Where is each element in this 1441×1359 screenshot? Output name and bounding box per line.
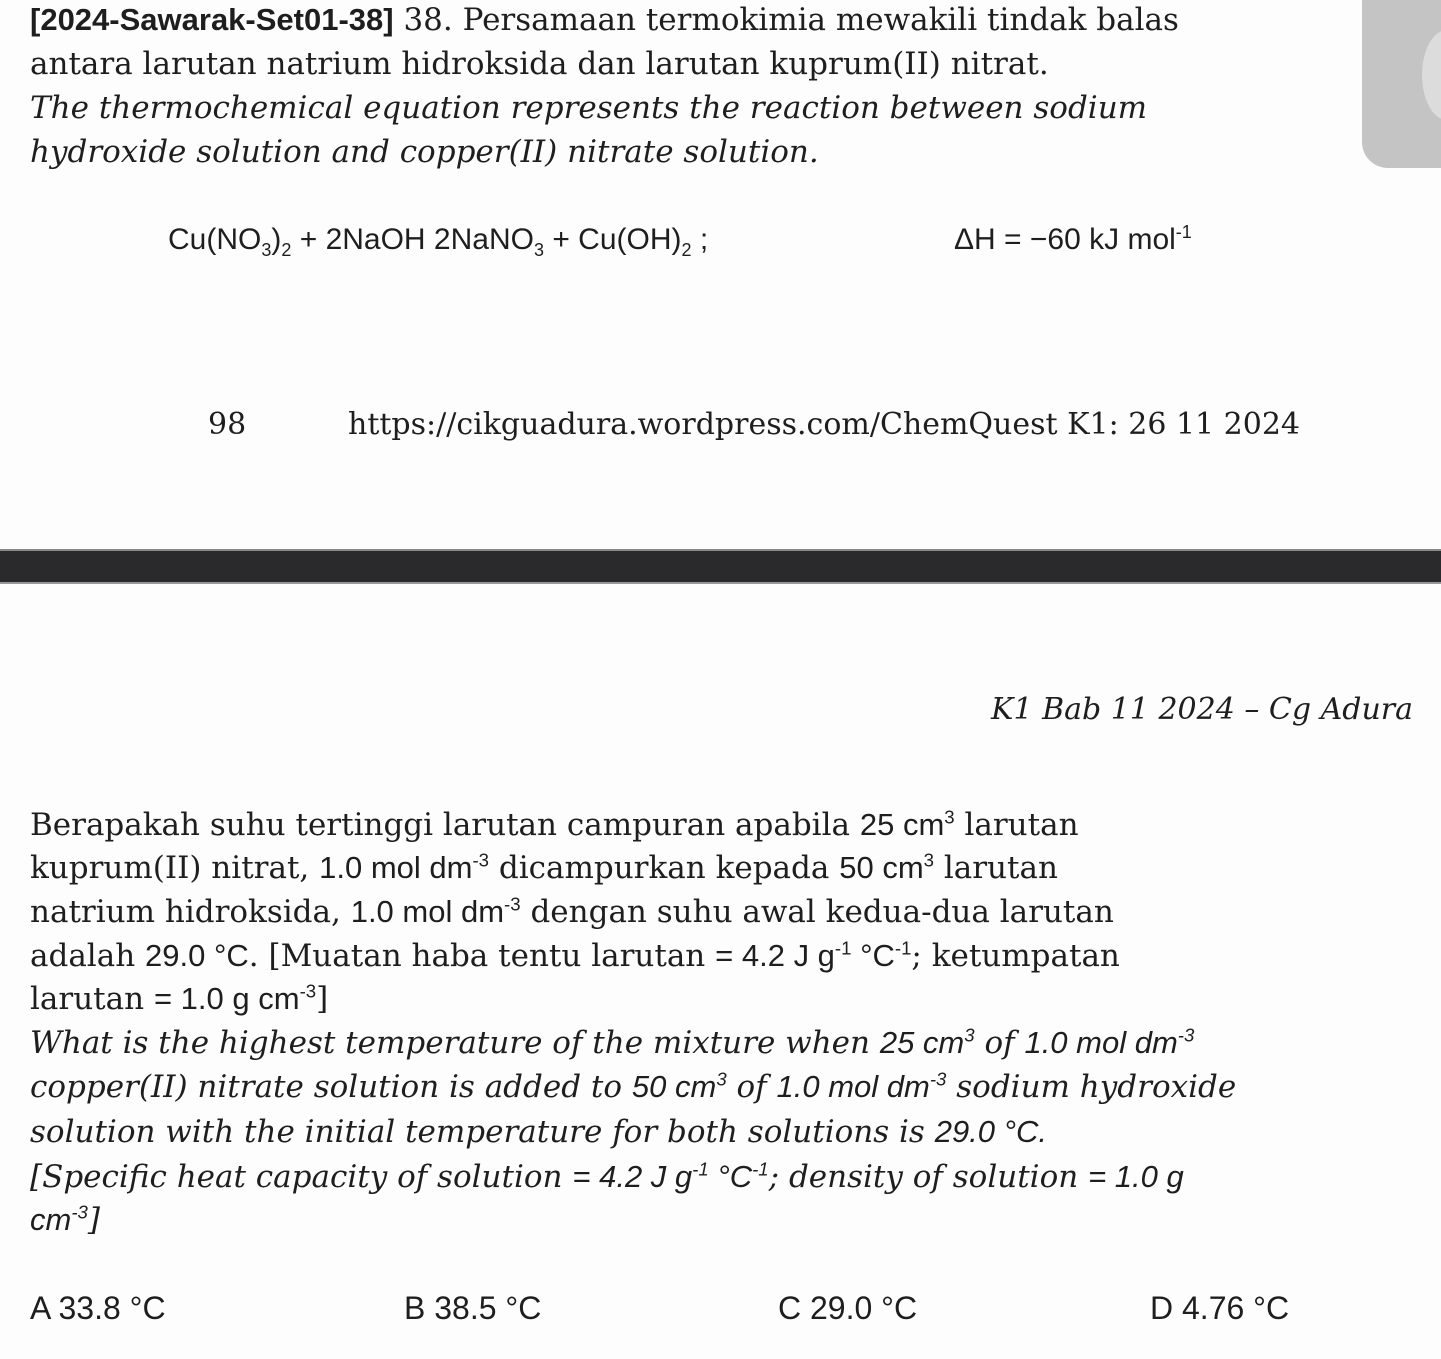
text-segment: of bbox=[974, 1025, 1025, 1061]
option-d[interactable] bbox=[1150, 1288, 1289, 1328]
text-segment: 3 bbox=[944, 806, 955, 828]
text-segment: °C bbox=[708, 1159, 753, 1194]
english-question-line bbox=[30, 1067, 1236, 1107]
english-question-line bbox=[30, 1157, 1184, 1197]
text-segment: 38.5 °C bbox=[434, 1290, 542, 1326]
text-segment: cm bbox=[30, 1202, 72, 1237]
text-segment: = 1.0 g cm bbox=[153, 981, 300, 1016]
eq-sub: 2 bbox=[681, 240, 692, 260]
divider-band bbox=[0, 549, 1441, 584]
english-question-line bbox=[30, 1023, 1194, 1063]
text-segment: -3 bbox=[1177, 1024, 1195, 1046]
text-segment: sodium hydroxide bbox=[946, 1069, 1237, 1105]
text-segment: [Specific heat capacity of solution bbox=[30, 1159, 573, 1195]
text-segment: larutan bbox=[30, 981, 154, 1017]
enthalpy-value: ΔH = −60 kJ mol bbox=[954, 223, 1176, 256]
text-segment: copper(II) nitrate solution is added to bbox=[30, 1069, 632, 1105]
text-segment: -1 bbox=[894, 937, 912, 959]
gray-overlay-tab bbox=[1362, 0, 1441, 168]
english-question-line bbox=[30, 1200, 100, 1240]
text-segment: 1.0 mol dm bbox=[319, 850, 473, 885]
text-segment: -3 bbox=[299, 980, 317, 1002]
text-segment: . [Muatan haba tentu larutan bbox=[248, 938, 716, 974]
eq-sub: 3 bbox=[533, 240, 544, 260]
text-segment: 29.0 °C. bbox=[934, 1114, 1048, 1149]
text-segment: 29.0 °C bbox=[145, 938, 249, 973]
text-segment: ] bbox=[87, 1202, 100, 1238]
question-title-english-1: The thermochemical equation represents the reaction between sodium bbox=[30, 90, 1148, 126]
text-segment: -3 bbox=[504, 893, 521, 915]
question-title-malay-2: antara larutan natrium hidroksida dan larutan kuprum(II) nitrat. bbox=[30, 46, 1049, 82]
text-segment: 3 bbox=[716, 1068, 727, 1090]
malay-question-line bbox=[30, 979, 328, 1019]
text-segment: What is the highest temperature of the mixture when bbox=[30, 1025, 880, 1061]
text-segment: 1.0 mol dm bbox=[776, 1069, 930, 1104]
option-a[interactable] bbox=[30, 1288, 166, 1328]
source-url[interactable]: https://cikguadura.wordpress.com/ChemQuest K1: 26 11 2024 bbox=[348, 407, 1301, 442]
text-segment: 29.0 °C bbox=[810, 1290, 918, 1326]
text-segment: of bbox=[726, 1069, 777, 1105]
text-segment: 4.76 °C bbox=[1182, 1290, 1290, 1326]
text-segment: kuprum(II) nitrat, bbox=[30, 850, 320, 886]
malay-question-line bbox=[30, 936, 1120, 976]
text-segment: larutan bbox=[933, 850, 1058, 886]
text-segment: Berapakah suhu tertinggi larutan campuran apabila bbox=[30, 807, 860, 843]
enthalpy-change bbox=[954, 220, 1192, 260]
text-segment: larutan bbox=[954, 807, 1079, 843]
text-segment: °C bbox=[851, 938, 895, 973]
text-segment: 3 bbox=[923, 849, 934, 871]
text-segment: 1.0 mol dm bbox=[350, 894, 505, 929]
text-segment: -3 bbox=[71, 1201, 88, 1223]
chapter-label: K1 Bab 11 2024 – Cg Adura bbox=[991, 692, 1413, 727]
eq-part: + 2NaOH 2NaNO bbox=[291, 223, 534, 256]
text-segment: adalah bbox=[30, 938, 146, 974]
text-segment: -1 bbox=[834, 937, 852, 959]
text-segment: ; ketumpatan bbox=[911, 938, 1120, 974]
malay-text: 38. Persamaan termokimia mewakili tindak balas bbox=[393, 2, 1179, 38]
english-question-line bbox=[30, 1112, 1047, 1152]
text-segment: natrium hidroksida, bbox=[30, 894, 351, 930]
text-segment: = 4.2 J g bbox=[572, 1159, 693, 1194]
text-segment: B bbox=[404, 1290, 426, 1326]
question-title-malay-1 bbox=[30, 0, 1179, 40]
text-segment: 25 cm bbox=[859, 807, 945, 842]
text-segment: -1 bbox=[692, 1158, 709, 1180]
malay-question-line bbox=[30, 848, 1058, 888]
option-c[interactable] bbox=[778, 1288, 917, 1328]
eq-sub: 3 bbox=[261, 240, 272, 260]
malay-question-line bbox=[30, 892, 1114, 932]
text-segment: solution with the initial temperature for both solutions is bbox=[30, 1114, 935, 1150]
page-number: 98 bbox=[208, 407, 247, 442]
thermochemical-equation bbox=[168, 220, 708, 260]
enthalpy-sup: -1 bbox=[1175, 222, 1192, 242]
text-segment: 3 bbox=[964, 1024, 975, 1046]
text-segment: = 1.0 g bbox=[1088, 1159, 1184, 1194]
text-segment: ; density of solution bbox=[768, 1159, 1089, 1195]
text-segment: = 4.2 J g bbox=[715, 938, 835, 973]
eq-part: Cu(NO bbox=[168, 223, 262, 256]
text-segment: -3 bbox=[472, 849, 490, 871]
text-segment: -3 bbox=[929, 1068, 947, 1090]
text-segment: dengan suhu awal kedua-dua larutan bbox=[520, 894, 1114, 930]
text-segment: 25 cm bbox=[879, 1025, 965, 1060]
text-segment: A bbox=[30, 1290, 50, 1326]
question-title-english-2: hydroxide solution and copper(II) nitrate solution. bbox=[30, 134, 819, 170]
eq-part: + Cu(OH) bbox=[543, 223, 682, 256]
eq-part: ) bbox=[271, 223, 282, 256]
question-tag: [2024-Sawarak-Set01-38] bbox=[30, 2, 394, 37]
text-segment: 1.0 mol dm bbox=[1024, 1025, 1178, 1060]
option-b[interactable] bbox=[404, 1288, 541, 1328]
text-segment: dicampurkan kepada bbox=[489, 850, 840, 886]
text-segment: C bbox=[778, 1290, 802, 1326]
text-segment: 50 cm bbox=[839, 850, 924, 885]
text-segment: 50 cm bbox=[631, 1069, 717, 1104]
eq-part: ; bbox=[691, 223, 709, 256]
text-segment: D bbox=[1150, 1290, 1174, 1326]
text-segment: ] bbox=[316, 981, 329, 1017]
malay-question-line bbox=[30, 805, 1079, 845]
eq-sub: 2 bbox=[281, 240, 292, 260]
text-segment: -1 bbox=[752, 1158, 769, 1180]
text-segment: 33.8 °C bbox=[58, 1290, 166, 1326]
